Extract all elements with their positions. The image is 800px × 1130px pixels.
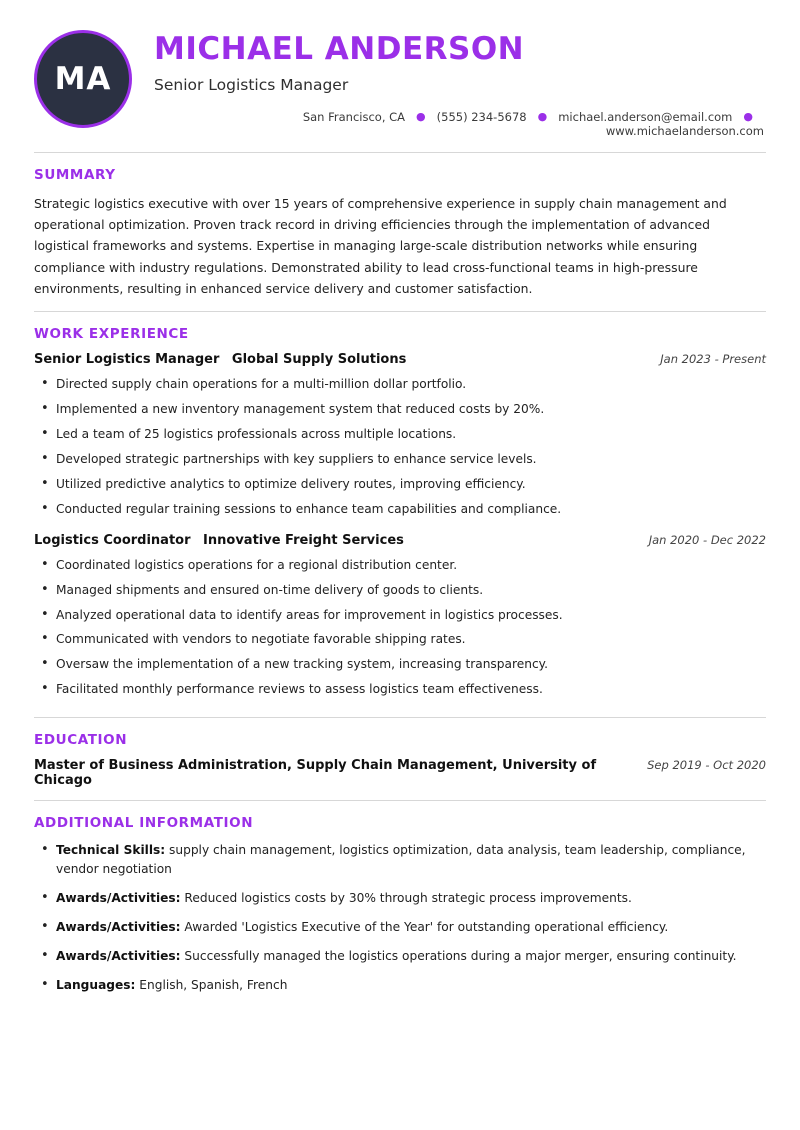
experience-role: Logistics Coordinator: [34, 532, 191, 548]
additional-info-list: [34, 841, 766, 994]
section-additional-information: [34, 801, 766, 1016]
list-item: • Managed shipments and ensured on-time delivery of goods to clients.: [56, 581, 766, 600]
list-item: • Oversaw the implementation of a new tracking system, increasing transparency.: [56, 655, 766, 674]
section-title-summary: SUMMARY: [34, 166, 116, 183]
education-degree: Master of Business Administration, Supply Chain Management, University of Chicago: [34, 758, 597, 789]
section-summary: [34, 153, 766, 312]
section-title-additional-information: ADDITIONAL INFORMATION: [34, 815, 254, 832]
avatar: [34, 30, 132, 128]
info-label: Awards/Activities:: [56, 919, 181, 934]
contact-location: San Francisco, CA: [302, 109, 406, 124]
experience-role-company: [34, 533, 404, 548]
experience-company: Innovative Freight Services: [203, 532, 404, 548]
list-item: • Utilized predictive analytics to optimize delivery routes, improving efficiency.: [56, 475, 766, 494]
section-work-experience: [34, 312, 766, 717]
contact-row: [154, 110, 766, 138]
avatar-initials: MA: [54, 61, 112, 97]
page-title: MICHAEL ANDERSON: [154, 31, 525, 67]
experience-dates: Jan 2023 - Present: [660, 352, 766, 367]
contact-website[interactable]: www.michaelanderson.com: [605, 123, 764, 138]
info-label: Awards/Activities:: [56, 890, 181, 905]
bullet-separator-icon: ●: [537, 110, 548, 124]
experience-entry: [34, 352, 766, 518]
experience-role: Senior Logistics Manager: [34, 352, 220, 368]
bullet-separator-icon: ●: [416, 110, 426, 124]
info-label: Technical Skills:: [56, 843, 166, 858]
list-item: [56, 976, 766, 995]
experience-entry-header: [34, 533, 766, 548]
experience-company: Global Supply Solutions: [231, 352, 407, 368]
info-label: Awards/Activities:: [56, 948, 181, 963]
bullet-separator-icon: ●: [743, 110, 753, 124]
list-item: • Led a team of 25 logistics professionals across multiple locations.: [56, 425, 766, 444]
list-item: • Facilitated monthly performance reviews to assess logistics team effectiveness.: [56, 680, 766, 699]
section-education: [34, 718, 766, 800]
experience-dates: Jan 2020 - Dec 2022: [648, 532, 766, 547]
list-item: [56, 918, 766, 937]
list-item: • Communicated with vendors to negotiate favorable shipping rates.: [56, 630, 766, 649]
experience-entry: [34, 533, 766, 699]
info-label: Languages:: [56, 977, 136, 992]
section-title-work-experience: WORK EXPERIENCE: [34, 326, 189, 343]
info-value: supply chain management, logistics optimization, data analysis, team leadership, compliance, vendor negotiation: [56, 843, 746, 877]
header-text-block: [154, 28, 766, 138]
info-value: Successfully managed the logistics operations during a major merger, ensuring continuity.: [184, 948, 737, 963]
list-item: • Directed supply chain operations for a multi-million dollar portfolio.: [56, 375, 766, 394]
list-item: [56, 947, 766, 966]
info-value: Reduced logistics costs by 30% through strategic process improvements.: [184, 890, 632, 905]
list-item: • Coordinated logistics operations for a regional distribution center.: [56, 556, 766, 575]
experience-role-company: [34, 352, 406, 367]
job-title-subtitle: Senior Logistics Manager: [154, 75, 349, 94]
info-value: Awarded 'Logistics Executive of the Year' for outstanding operational efficiency.: [184, 919, 669, 934]
education-dates: Sep 2019 - Oct 2020: [647, 758, 766, 773]
contact-email[interactable]: michael.anderson@email.com: [558, 109, 733, 124]
summary-text: Strategic logistics executive with over 15 years of comprehensive experience in supply chain management and operational optimization. Proven track record in driving efficiencies through the implementation of advanced logistical frameworks and systems. Expertise in managing large-scale distribution networks while ensuring compliance with industry regulations. Demonstrated ability to lead cross-functional teams in high-pressure environments, resulting in enhanced service delivery and customer satisfaction.: [34, 195, 727, 296]
list-item: • Developed strategic partnerships with key suppliers to enhance service levels.: [56, 450, 766, 469]
experience-bullet-list: [34, 375, 766, 518]
experience-entry-header: [34, 352, 766, 367]
education-entry: [34, 758, 766, 788]
list-item: • Analyzed operational data to identify areas for improvement in logistics processes.: [56, 606, 766, 625]
contact-phone[interactable]: (555) 234-5678: [436, 109, 527, 124]
list-item: [56, 841, 766, 879]
section-title-education: EDUCATION: [34, 732, 128, 749]
resume-header: [34, 28, 766, 152]
list-item: • Implemented a new inventory management system that reduced costs by 20%.: [56, 400, 766, 419]
experience-bullet-list: [34, 556, 766, 699]
list-item: [56, 889, 766, 908]
info-value: English, Spanish, French: [139, 977, 288, 992]
list-item: • Conducted regular training sessions to enhance team capabilities and compliance.: [56, 500, 766, 519]
